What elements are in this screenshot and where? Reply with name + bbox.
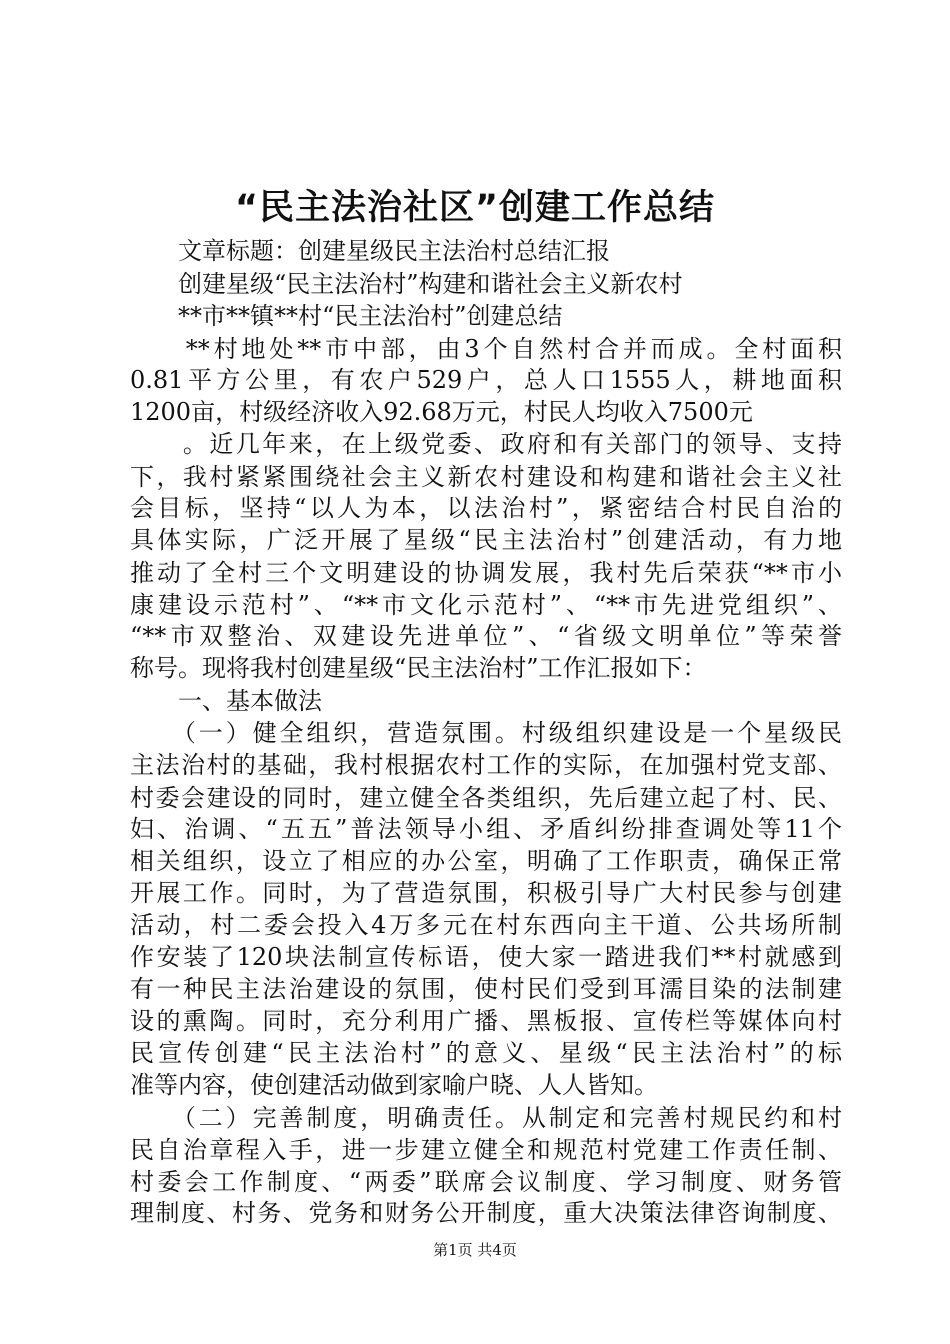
- body-line: 称号。现将我村创建星级“民主法治村”工作汇报如下：: [130, 654, 707, 682]
- body-line: （二）完善制度，明确责任。从制定和完善村规民约和村: [130, 1104, 842, 1132]
- body-line: **市**镇**村“民主法治村”创建总结: [130, 302, 563, 330]
- body-line: 1200亩，村级经济收入92.68万元，村民人均收入7500元: [130, 398, 753, 426]
- body-line: 相关组织，设立了相应的办公室，明确了工作职责，确保正常: [130, 847, 842, 875]
- body-line: 具体实际，广泛开展了星级“民主法治村”创建活动，有力地: [130, 526, 842, 554]
- body-line: 村委会工作制度、“两委”联席会议制度、学习制度、财务管: [130, 1168, 842, 1196]
- body-line: 民自治章程入手，进一步建立健全和规范村党建工作责任制、: [130, 1136, 842, 1164]
- body-line: 。近几年来，在上级党委、政府和有关部门的领导、支持: [130, 430, 842, 458]
- body-line: 0.81平方公里，有农户529户，总人口1555人，耕地面积: [130, 366, 842, 394]
- body-line: （一）健全组织，营造氛围。村级组织建设是一个星级民: [130, 719, 842, 747]
- body-line: 活动，村二委会投入4万多元在村东西向主干道、公共场所制: [130, 911, 842, 939]
- body-line: 康建设示范村”、“**市文化示范村”、“**市先进党组织”、: [130, 591, 842, 619]
- body-line: 开展工作。同时，为了营造氛围，积极引导广大村民参与创建: [130, 879, 842, 907]
- body-line: 下，我村紧紧围绕社会主义新农村建设和构建和谐社会主义社: [130, 463, 842, 491]
- body-line: “**市双整治、双建设先进单位”、“省级文明单位”等荣誉: [130, 622, 842, 650]
- body-line: 理制度、村务、党务和财务公开制度，重大决策法律咨询制度、: [130, 1199, 842, 1227]
- page-footer: 第1页 共4页: [433, 1241, 517, 1259]
- body-line: 妇、治调、“五五”普法领导小组、矛盾纠纷排查调处等11个: [130, 815, 842, 843]
- body-line: 文章标题：创建星级民主法治村总结汇报: [130, 237, 610, 265]
- body-line: 有一种民主法治建设的氛围，使村民们受到耳濡目染的法制建: [130, 975, 842, 1003]
- body-line: 主法治村的基础，我村根据农村工作的实际，在加强村党支部、: [130, 751, 842, 779]
- body-line: 会目标，坚持“以人为本，以法治村”，紧密结合村民自治的: [130, 494, 842, 522]
- body-line: 推动了全村三个文明建设的协调发展，我村先后荣获“**市小: [130, 559, 842, 587]
- body-line: 作安装了120块法制宣传标语，使大家一踏进我们**村就感到: [130, 943, 842, 971]
- body-line: 一、基本做法: [130, 687, 322, 715]
- body-line: 村委会建设的同时，建立健全各类组织，先后建立起了村、民、: [130, 784, 842, 812]
- body-line: 设的熏陶。同时，充分利用广播、黑板报、宣传栏等媒体向村: [130, 1007, 842, 1035]
- body-line: **村地处**市中部，由3个自然村合并而成。全村面积: [130, 335, 842, 363]
- page-title: “民主法治社区”创建工作总结: [234, 188, 715, 228]
- body-line: 创建星级“民主法治村”构建和谐社会主义新农村: [130, 270, 683, 298]
- body-line: 民宣传创建“民主法治村”的意义、星级“民主法治村”的标: [130, 1039, 842, 1067]
- body-line: 准等内容，使创建活动做到家喻户晓、人人皆知。: [130, 1071, 658, 1099]
